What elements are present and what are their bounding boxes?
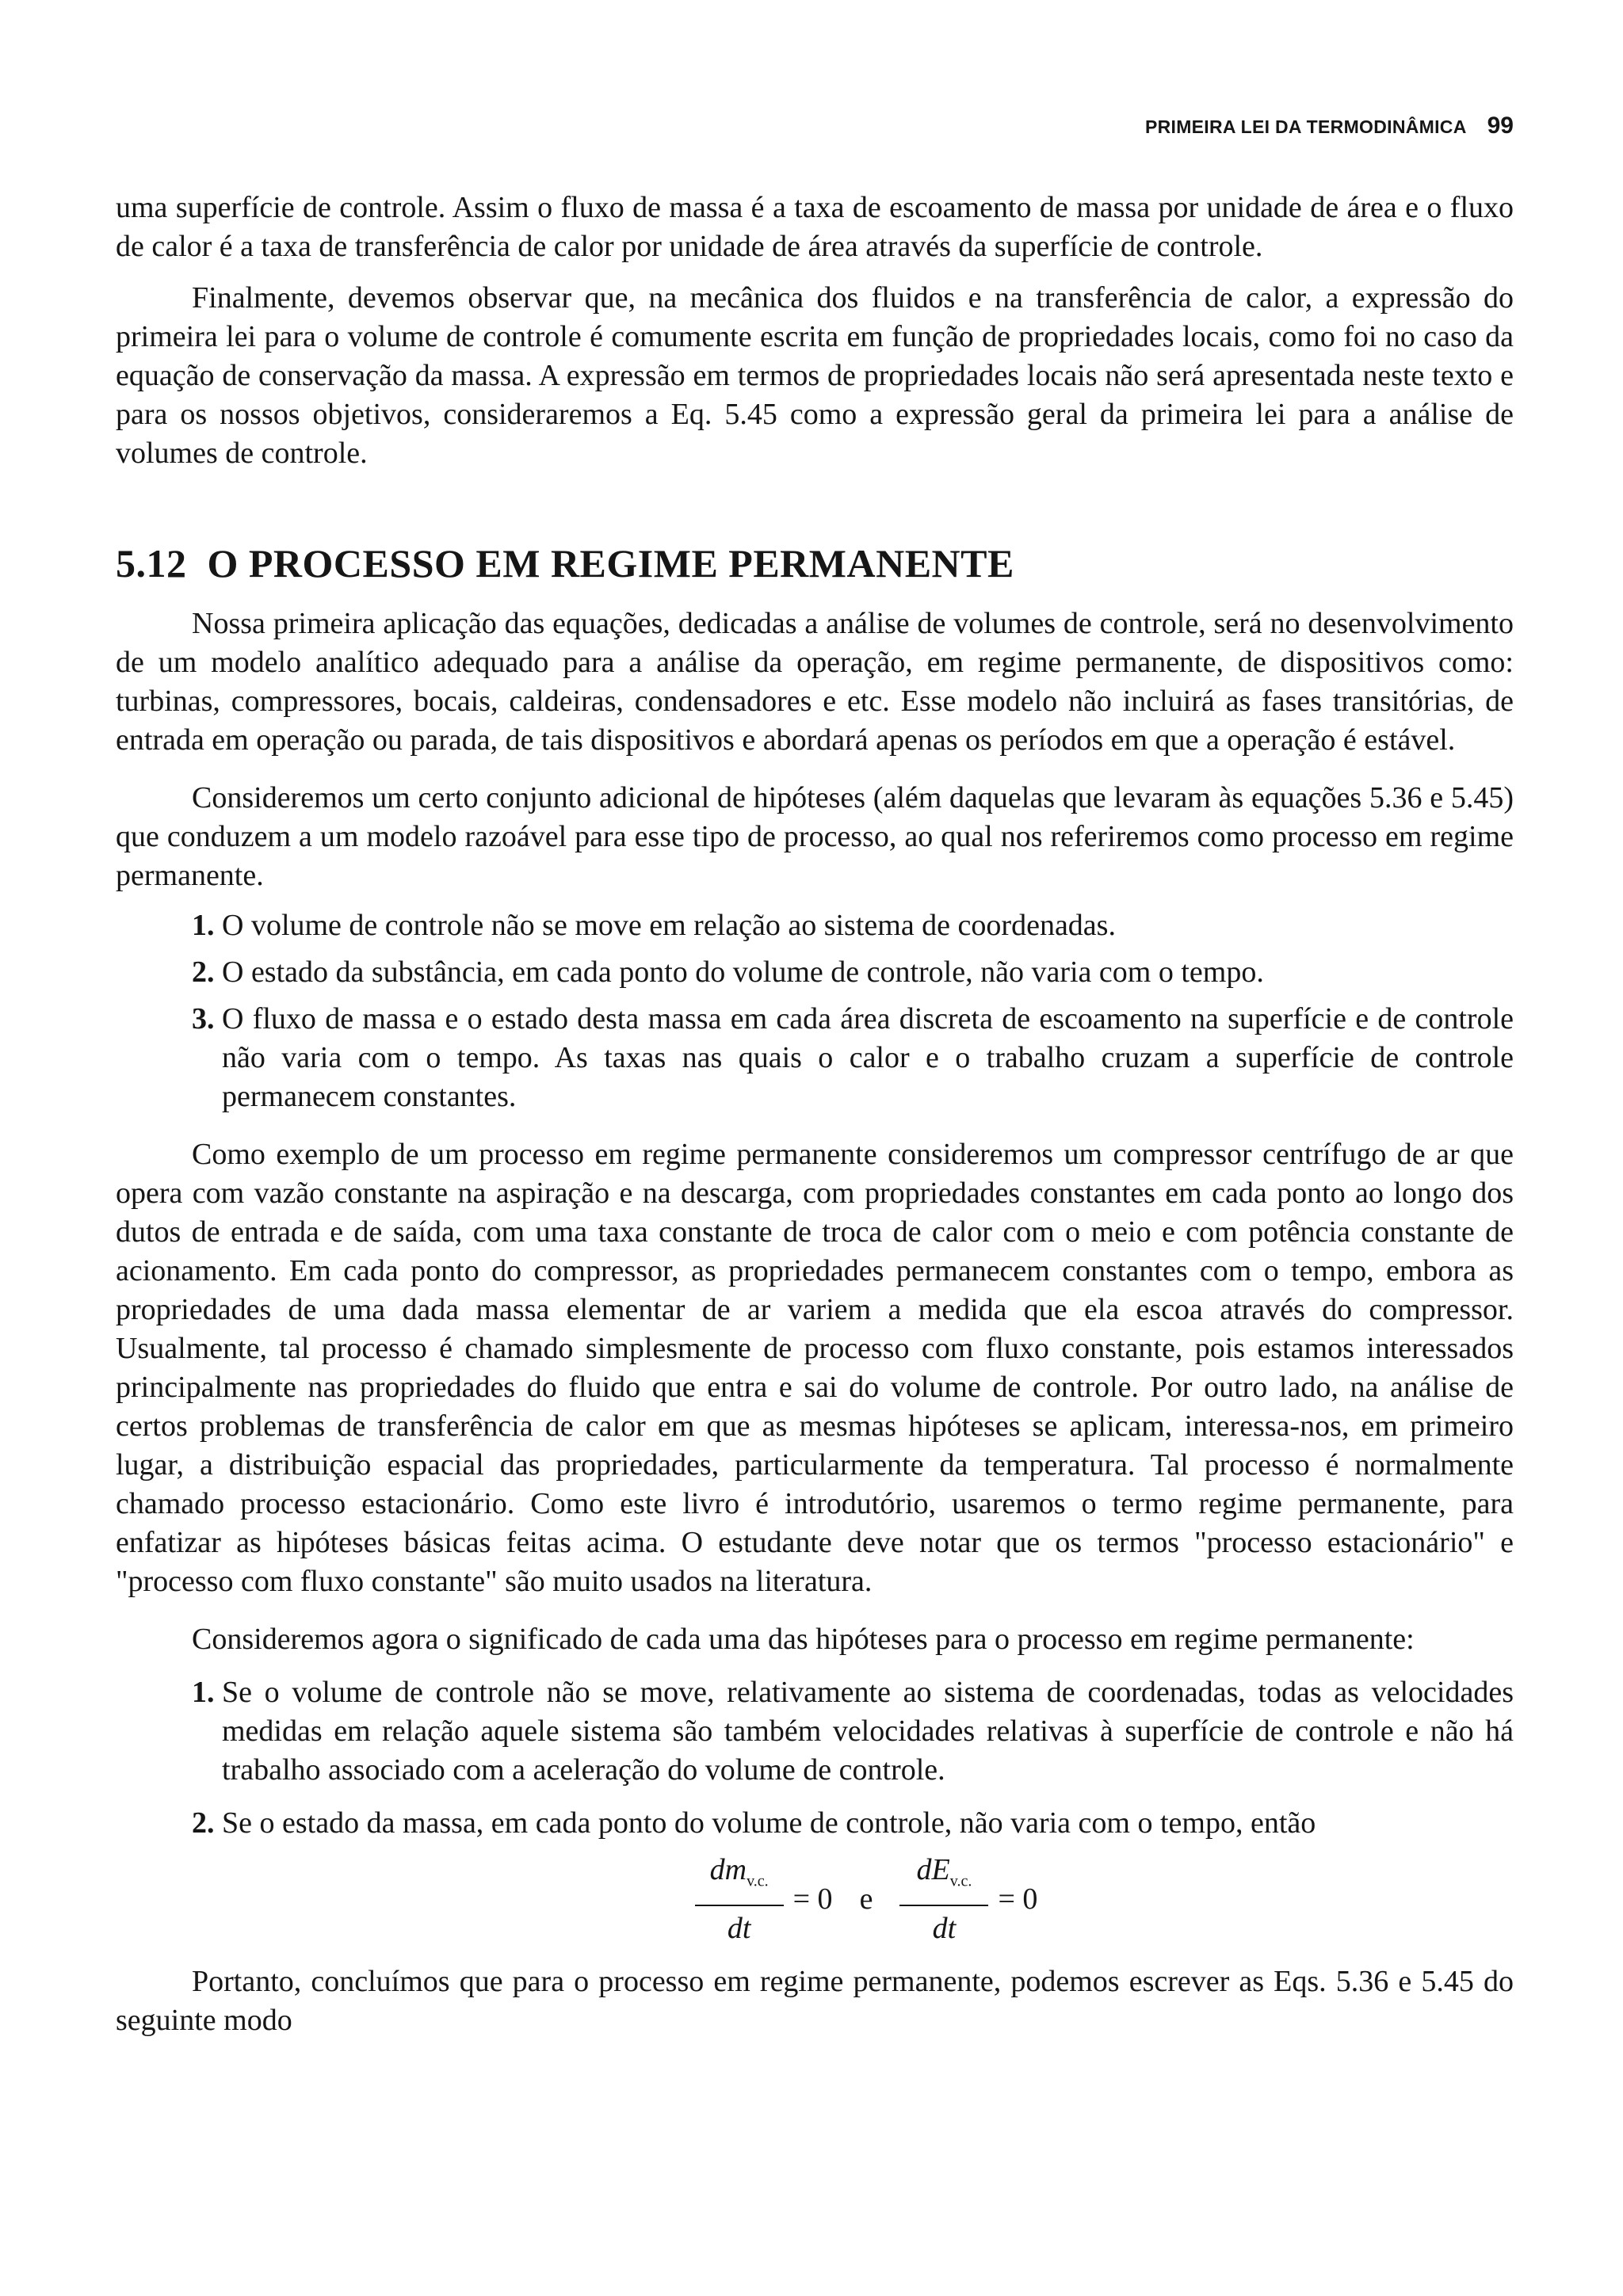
list-item [116,906,1514,945]
meanings-list [116,1673,1514,1843]
list-item [116,1804,1514,1843]
section-heading [116,540,1514,587]
section-title: O PROCESSO EM REGIME PERMANENTE [207,541,1014,585]
list-item-text: O fluxo de massa e o estado desta massa em cada área discreta de escoamento na superfície e de controle não varia com o tempo. As taxas nas quais o calor e o trabalho cruzam a superfície de controle permanecem constantes. [222,1002,1514,1113]
list-item [116,953,1514,992]
hypotheses-list [116,906,1514,1116]
section-paragraph-5: Portanto, concluímos que para o processo em regime permanente, podemos escrever as Eqs. 5.36 e 5.45 do seguinte modo [116,1964,1514,2037]
energy-derivative-fraction [899,1851,988,1948]
energy-derivative-denominator: dt [899,1905,988,1948]
list-item-number: 2. [192,955,215,989]
mass-derivative-subscript: v.c. [747,1872,769,1890]
page-number: 99 [1487,113,1514,139]
list-item [116,1673,1514,1790]
running-title: PRIMEIRA LEI DA TERMODINÂMICA [1144,116,1467,137]
page-body [116,189,1514,2040]
list-item-number: 2. [192,1806,215,1840]
mass-derivative-numerator: dm [709,1853,747,1886]
section-paragraph-4: Consideremos agora o significado de cada uma das hipóteses para o processo em regime permanente: [192,1623,1415,1656]
list-item [116,1000,1514,1116]
page-header [1030,113,1514,144]
mass-derivative-rhs: = 0 [792,1882,833,1916]
energy-derivative-rhs: = 0 [998,1882,1038,1916]
list-item-number: 1. [192,909,215,942]
list-item-text: O estado da substância, em cada ponto do volume de controle, não varia com o tempo. [222,955,1264,989]
intro-paragraph-2: Finalmente, devemos observar que, na mecânica dos fluidos e na transferência de calor, a expressão do primeira lei para o volume de controle é comumente escrita em função de propriedades locais, como foi no caso da equação de conservação da massa. A expressão em termos de propriedades locais não será apresentada neste texto e para os nossos objetivos, consideraremos a Eq. 5.45 como a expressão geral da primeira lei para a análise de volumes de controle. [116,281,1514,470]
list-item-number: 3. [192,1002,215,1035]
energy-derivative-subscript: v.c. [949,1872,972,1890]
mass-derivative-denominator: dt [695,1905,784,1948]
equation-conjunction: e [859,1882,873,1916]
list-item-text: O volume de controle não se move em relação ao sistema de coordenadas. [222,909,1116,942]
mass-derivative-fraction [695,1851,784,1948]
list-item-number: 1. [192,1676,215,1709]
intro-paragraph-1: uma superfície de controle. Assim o fluxo de massa é a taxa de escoamento de massa por unidade de área e o fluxo de calor é a taxa de transferência de calor por unidade de área através da superfície de controle. [116,191,1514,263]
section-paragraph-2: Consideremos um certo conjunto adicional de hipóteses (além daquelas que levaram às equações 5.36 e 5.45) que conduzem a um modelo razoável para esse tipo de processo, ao qual nos referiremos como processo em regime permanente. [116,781,1514,892]
list-item-text: Se o estado da massa, em cada ponto do volume de controle, não varia com o tempo, então [222,1806,1316,1840]
section-paragraph-3: Como exemplo de um processo em regime permanente consideremos um compressor centrífugo de ar que opera com vazão constante na aspiração e na descarga, com propriedades constantes em cada ponto ao longo dos dutos de entrada e de saída, com uma taxa constante de troca de calor com o meio e com potência constante de acionamento. Em cada ponto do compressor, as propriedades permanecem constantes com o tempo, embora as propriedades de uma dada massa elementar de ar variem a medida que ela escoa através do compressor. Usualmente, tal processo é chamado simplesmente de processo com fluxo constante, pois estamos interessados principalmente nas propriedades do fluido que entra e sai do volume de controle. Por outro lado, na análise de certos problemas de transferência de calor em que as mesmas hipóteses se aplicam, interessa-nos, em primeiro lugar, a distribuição espacial das propriedades, particularmente da temperatura. Tal processo é normalmente chamado processo estacionário. Como este livro é introdutório, usaremos o termo regime permanente, para enfatizar as hipóteses básicas feitas acima. O estudante deve notar que os termos "processo estacionário" e "processo com fluxo constante" são muito usados na literatura. [116,1138,1514,1598]
energy-derivative-term [899,1851,1037,1948]
list-item-text: Se o volume de controle não se move, relativamente ao sistema de coordenadas, todas as velocidades medidas em relação aquele sistema são também velocidades relativas à superfície de controle e não há trabalho associado com a aceleração do volume de controle. [222,1676,1514,1787]
mass-derivative-term [695,1851,833,1948]
energy-derivative-numerator: dE [916,1853,950,1886]
steady-state-equation [116,1851,1514,1948]
section-number: 5.12 [116,541,187,585]
section-paragraph-1: Nossa primeira aplicação das equações, dedicadas a análise de volumes de controle, será no desenvolvimento de um modelo analítico adequado para a análise da operação, em regime permanente, de dispositivos como: turbinas, compressores, bocais, caldeiras, condensadores e etc. Esse modelo não incluirá as fases transitórias, de entrada em operação ou parada, de tais dispositivos e abordará apenas os períodos em que a operação é estável. [116,607,1514,757]
